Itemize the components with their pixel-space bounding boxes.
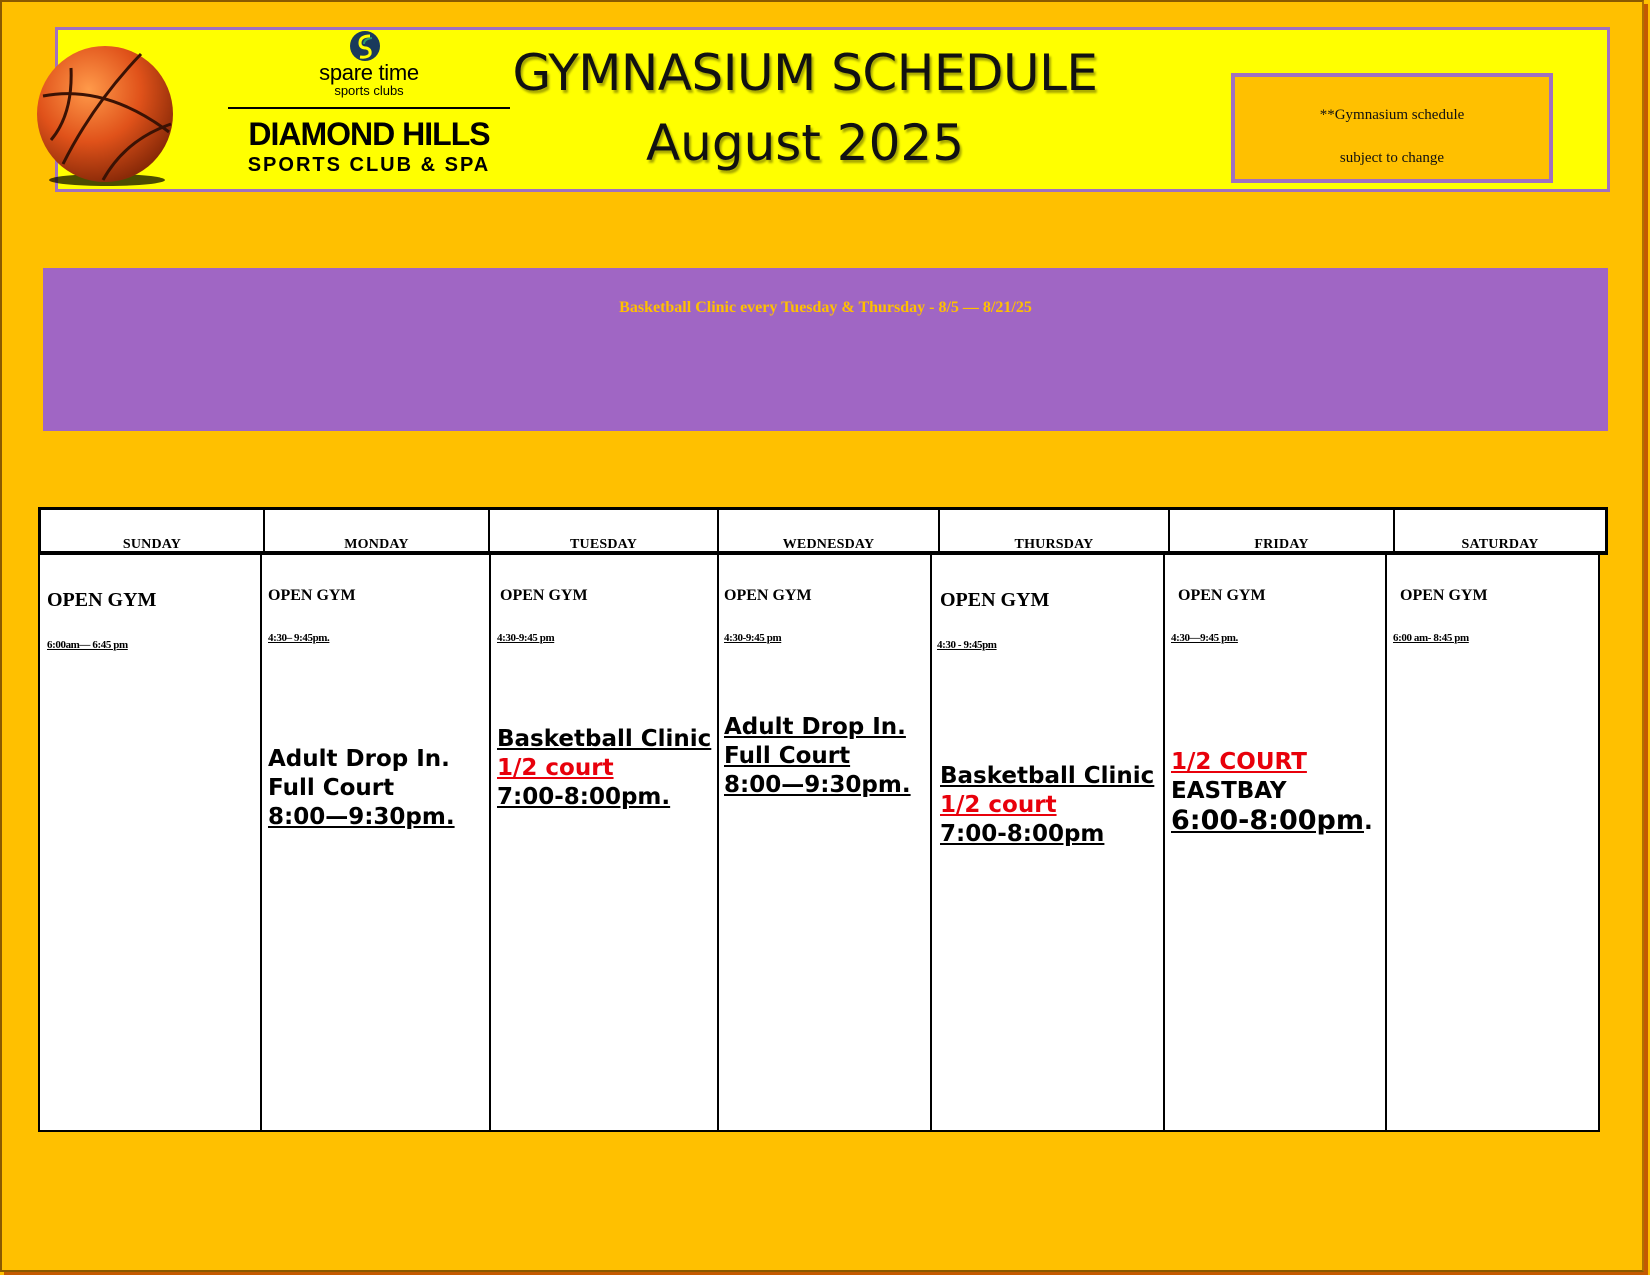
event-court: 1/2 court (497, 755, 614, 781)
event-title: EASTBAY (1171, 778, 1287, 804)
event-court: 1/2 court (940, 792, 1057, 818)
open-gym-hours: 6:00am— 6:45 pm (47, 639, 128, 651)
event-time: 6:00-8:00pm (1171, 805, 1364, 836)
day-cell-wednesday (719, 555, 932, 1130)
event-time: 7:00-8:00pm. (497, 784, 671, 810)
day-header-saturday: SATURDAY (1461, 537, 1539, 552)
event-time-period: . (1363, 809, 1373, 835)
day-header-wednesday: WEDNESDAY (719, 510, 940, 551)
day-header-thursday: THURSDAY (940, 510, 1170, 551)
logo-brand-line2: sports clubs (334, 83, 404, 98)
open-gym-label: OPEN GYM (500, 587, 588, 604)
open-gym-label: OPEN GYM (1178, 587, 1266, 604)
event-title: Adult Drop In. (724, 714, 906, 740)
logo-club-name: DIAMOND HILLS (248, 116, 490, 152)
logo-club-subtitle: SPORTS CLUB & SPA (247, 154, 491, 176)
basketball-clinic-event (497, 725, 711, 812)
event-title: Basketball Clinic (940, 763, 1155, 789)
spare-time-logo-icon (348, 30, 382, 62)
open-gym-label: OPEN GYM (268, 587, 356, 604)
event-time: 7:00-8:00pm (940, 821, 1105, 847)
clinic-banner-text: Basketball Clinic every Tuesday & Thursday - 8/5 — 8/21/25 (619, 299, 1032, 316)
event-title: Adult Drop In. (268, 746, 450, 772)
day-header-sunday: SUNDAY (41, 510, 265, 551)
open-gym-hours: 4:30-9:45 pm (724, 632, 782, 644)
open-gym-hours: 4:30—9:45 pm. (1171, 632, 1238, 644)
eastbay-half-court-event (1171, 748, 1373, 837)
logo-brand-line1: spare time (319, 60, 419, 85)
change-notice (1231, 73, 1553, 183)
day-header-monday: MONDAY (265, 510, 490, 551)
day-cell-friday (1165, 555, 1387, 1130)
event-court: Full Court (268, 775, 395, 801)
logo-divider (228, 107, 510, 109)
basketball-clinic-event (940, 762, 1154, 849)
event-time: 8:00—9:30pm. (268, 804, 455, 830)
event-time: 8:00—9:30pm. (724, 772, 911, 798)
open-gym-label: OPEN GYM (47, 589, 157, 611)
open-gym-hours: 6:00 am- 8:45 pm (1393, 632, 1469, 644)
event-time-line (1171, 806, 1373, 837)
adult-drop-in-event (724, 713, 911, 800)
event-court: Full Court (724, 743, 851, 769)
day-cell-saturday (1387, 555, 1598, 1130)
weekday-header-row (38, 507, 1608, 555)
clinic-banner (43, 268, 1608, 431)
notice-line-1: **Gymnasium schedule (1319, 107, 1465, 123)
day-cell-thursday (932, 555, 1165, 1130)
day-cell-tuesday (491, 555, 719, 1130)
club-logo (228, 30, 510, 180)
event-court: 1/2 COURT (1171, 749, 1307, 775)
notice-line-2: subject to change (1339, 150, 1445, 166)
open-gym-hours: 4:30 - 9:45pm (937, 639, 997, 651)
basketball-icon (33, 44, 177, 188)
open-gym-label: OPEN GYM (724, 587, 812, 604)
open-gym-label: OPEN GYM (1400, 587, 1488, 604)
adult-drop-in-event (268, 745, 455, 832)
page-title: GYMNASIUM SCHEDULE (512, 44, 1098, 102)
schedule-grid (38, 555, 1600, 1132)
day-header-tuesday: TUESDAY (490, 510, 719, 551)
event-title: Basketball Clinic (497, 726, 712, 752)
day-cell-monday (262, 555, 491, 1130)
day-header-friday: FRIDAY (1170, 510, 1395, 551)
day-cell-sunday (40, 555, 262, 1130)
open-gym-hours: 4:30-9:45 pm (497, 632, 555, 644)
open-gym-label: OPEN GYM (940, 589, 1050, 611)
schedule-month: August 2025 (645, 114, 965, 172)
open-gym-hours: 4:30– 9:45pm. (268, 632, 330, 644)
